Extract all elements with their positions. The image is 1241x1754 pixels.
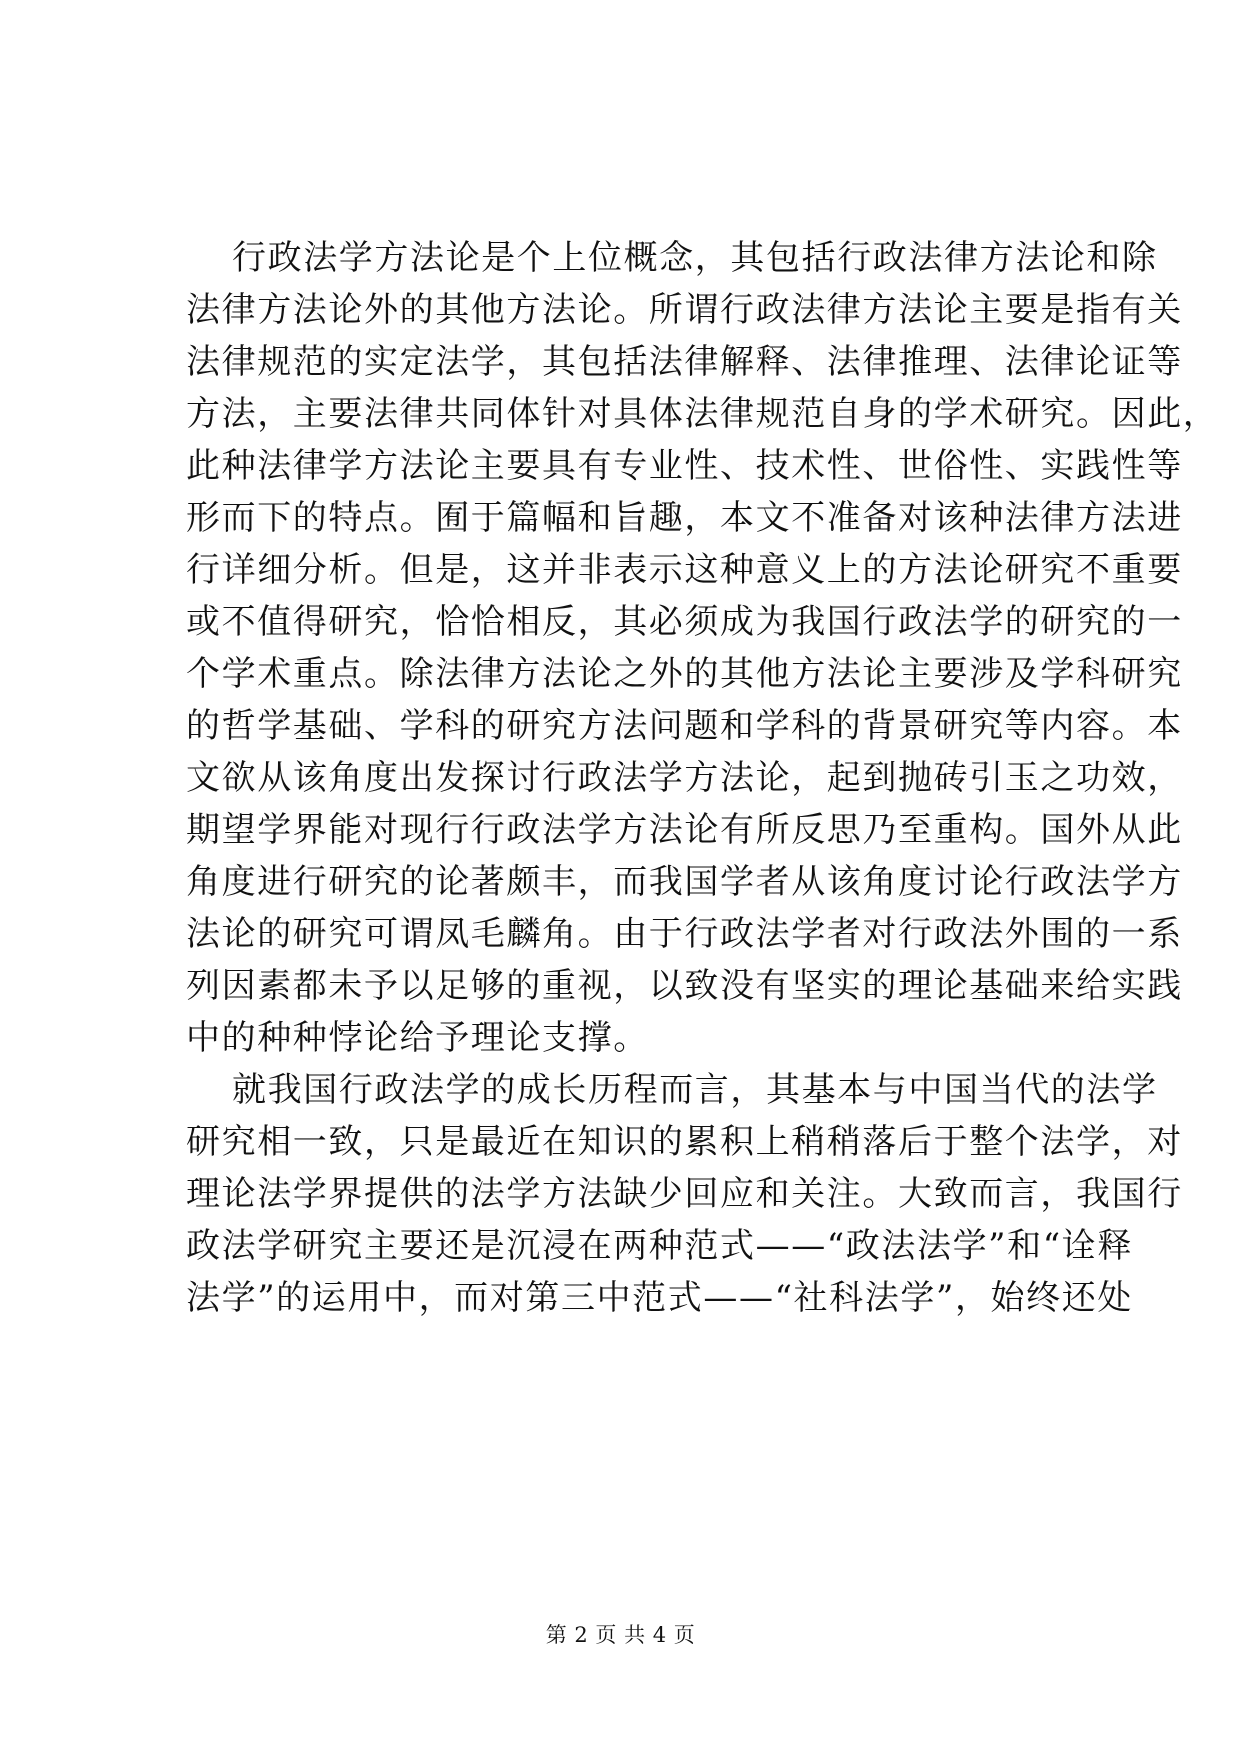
- text-line: 就我国行政法学的成长历程而言，其基本与中国当代的法学: [232, 1070, 1158, 1110]
- text-line: 行详细分析。但是，这并非表示这种意义上的方法论研究不重要: [186, 550, 1183, 590]
- text-line: 中的种种悖论给予理论支撑。: [186, 1018, 649, 1058]
- text-line: 研究相一致，只是最近在知识的累积上稍稍落后于整个法学，对: [186, 1122, 1183, 1162]
- text-line: 行政法学方法论是个上位概念，其包括行政法律方法论和除: [232, 238, 1158, 278]
- text-line: 期望学界能对现行行政法学方法论有所反思乃至重构。国外从此: [186, 810, 1183, 850]
- text-line: 法律方法论外的其他方法论。所谓行政法律方法论主要是指有关: [186, 290, 1183, 330]
- text-line: 或不值得研究，恰恰相反，其必须成为我国行政法学的研究的一: [186, 602, 1183, 642]
- text-line: 方法，主要法律共同体针对具体法律规范自身的学术研究。因此，: [186, 394, 1219, 434]
- text-line: 的哲学基础、学科的研究方法问题和学科的背景研究等内容。本: [186, 706, 1183, 746]
- text-line: 形而下的特点。囿于篇幅和旨趣，本文不准备对该种法律方法进: [186, 498, 1183, 538]
- document-body: [186, 232, 1219, 1324]
- text-line: 法律规范的实定法学，其包括法律解释、法律推理、法律论证等: [186, 342, 1183, 382]
- text-line: 角度进行研究的论著颇丰，而我国学者从该角度讨论行政法学方: [186, 862, 1183, 902]
- text-line: 理论法学界提供的法学方法缺少回应和关注。大致而言，我国行: [186, 1174, 1183, 1214]
- paragraph-2: [186, 1064, 1183, 1324]
- text-line: 此种法律学方法论主要具有专业性、技术性、世俗性、实践性等: [186, 446, 1183, 486]
- paragraph-1: [186, 232, 1219, 1064]
- text-line: 法学”的运用中，而对第三中范式——“社科法学”，始终还处: [186, 1278, 1133, 1318]
- text-line: 个学术重点。除法律方法论之外的其他方法论主要涉及学科研究: [186, 654, 1183, 694]
- text-line: 列因素都未予以足够的重视，以致没有坚实的理论基础来给实践: [186, 966, 1183, 1006]
- text-line: 文欲从该角度出发探讨行政法学方法论，起到抛砖引玉之功效，: [186, 758, 1183, 798]
- text-line: 政法学研究主要还是沉浸在两种范式——“政法法学”和“诠释: [186, 1226, 1133, 1266]
- page-number-footer: 第 2 页 共 4 页: [545, 1623, 696, 1647]
- text-line: 法论的研究可谓凤毛麟角。由于行政法学者对行政法外围的一系: [186, 914, 1183, 954]
